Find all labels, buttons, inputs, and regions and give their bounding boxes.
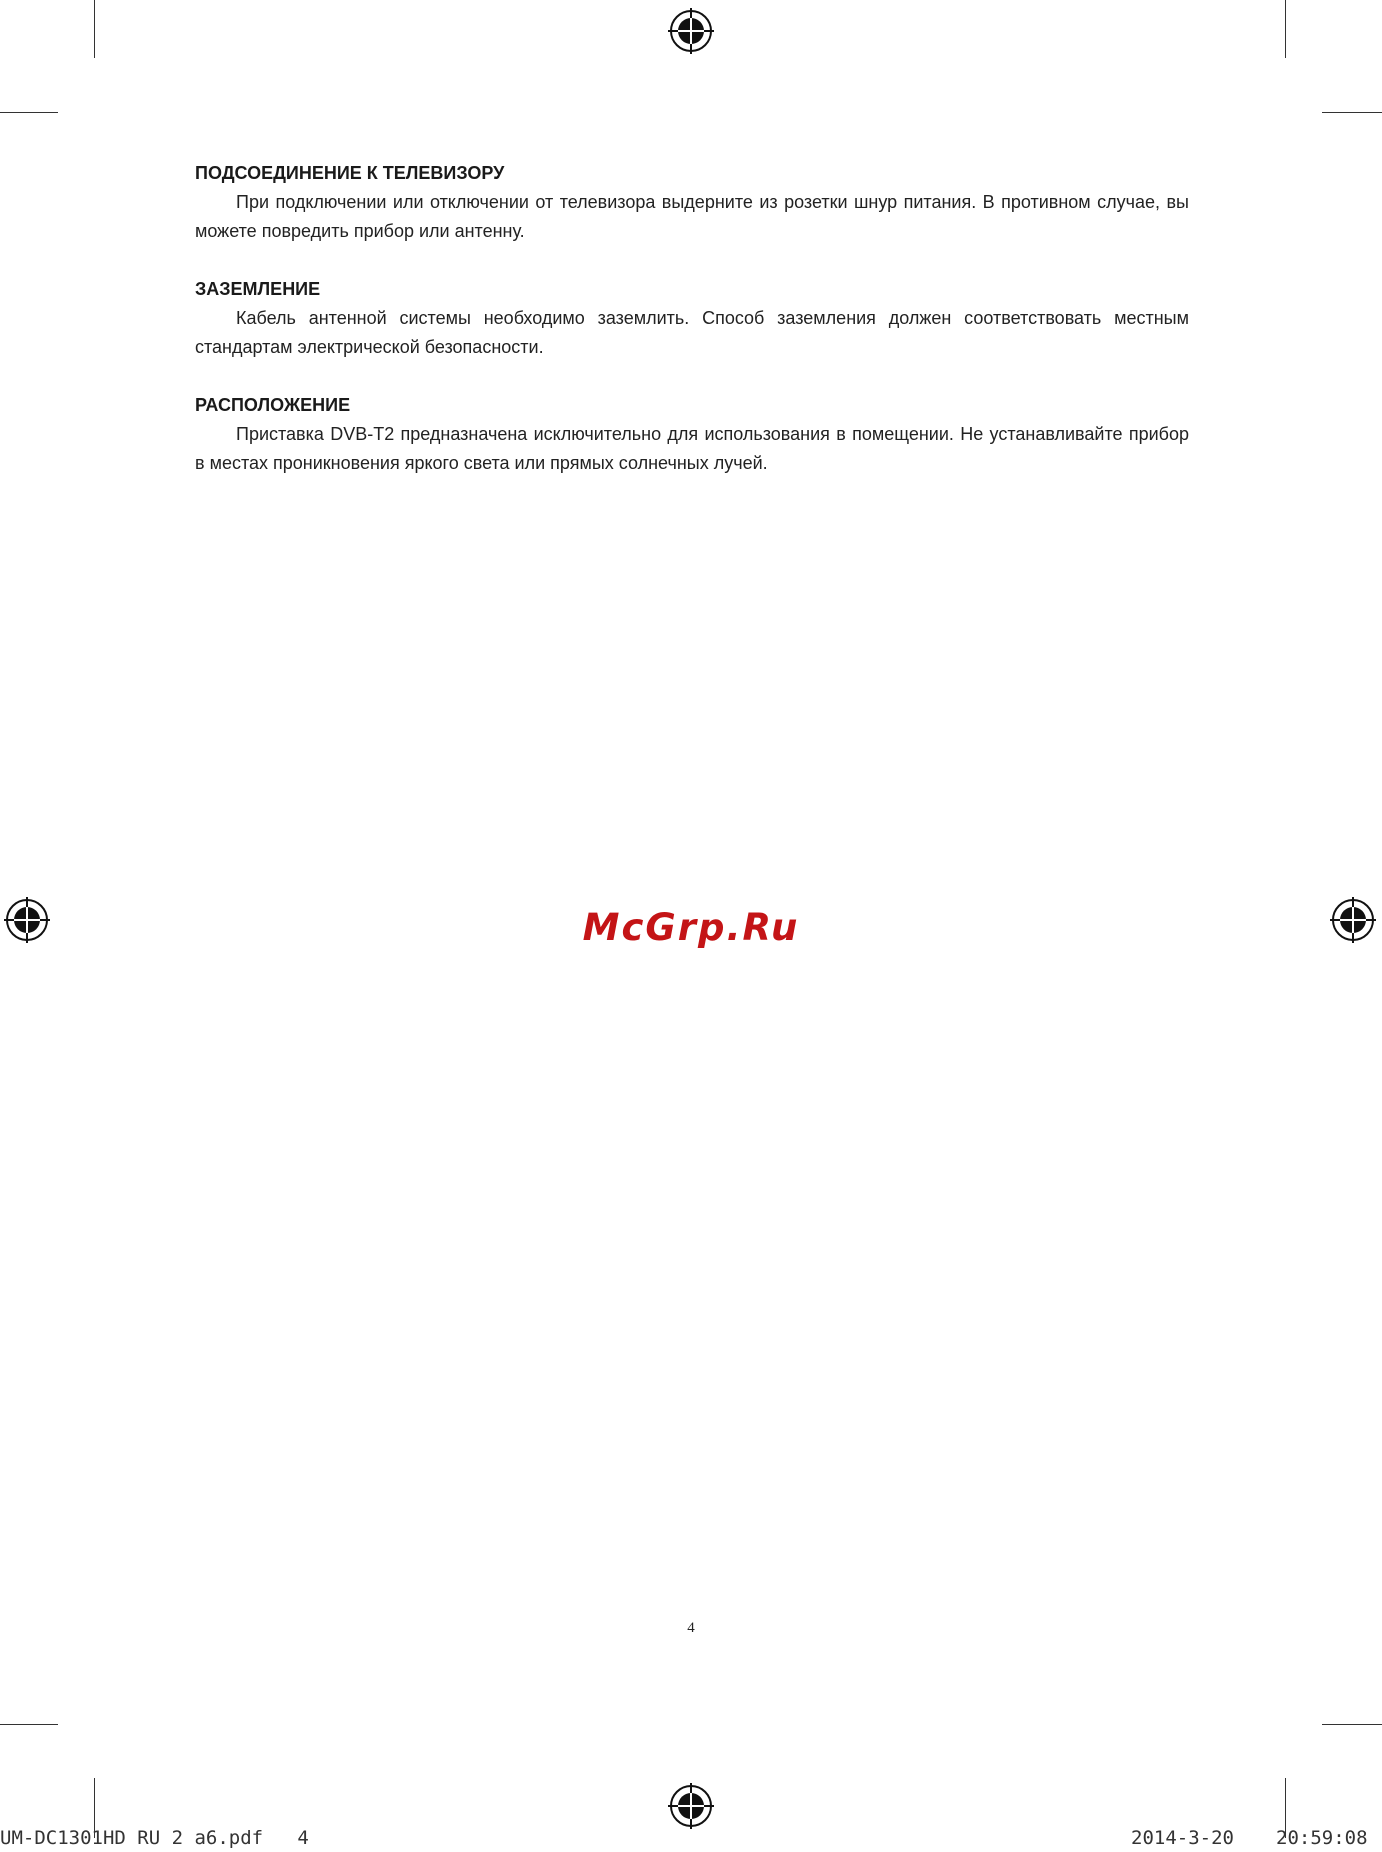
section-paragraph: Приставка DVB-T2 предназначена исключительно для использования в помещении. Не устанавливайте прибор в местах проникновения яркого света или прямых солнечных лучей.	[195, 424, 1189, 473]
section-paragraph: Кабель антенной системы необходимо заземлить. Способ заземления должен соответствовать местным стандартам электрической безопасности.	[195, 308, 1189, 357]
section-tv-connection	[195, 158, 1189, 246]
page-number: 4	[687, 1620, 695, 1636]
registration-mark-icon	[668, 1783, 714, 1829]
section-grounding	[195, 274, 1189, 362]
section-heading: ЗАЗЕМЛЕНИЕ	[195, 279, 321, 299]
footer-time: 20:59:08	[1276, 1827, 1368, 1849]
crop-mark-top-right	[1285, 0, 1286, 58]
footer-file-slug: UM-DC1301HD RU 2 a6.pdf 4	[0, 1827, 309, 1849]
document-body	[195, 158, 1189, 506]
section-heading: РАСПОЛОЖЕНИЕ	[195, 395, 351, 415]
section-paragraph: При подключении или отключении от телевизора выдерните из розетки шнур питания. В противном случае, вы можете повредить прибор или антенну.	[195, 192, 1189, 241]
crop-mark-top-left	[94, 0, 95, 58]
footer-date: 2014-3-20	[1131, 1827, 1234, 1849]
crop-mark-right-top	[1322, 112, 1382, 113]
watermark: McGrp.Ru	[582, 906, 800, 949]
registration-mark-icon	[668, 8, 714, 54]
crop-mark-left-bottom	[0, 1724, 58, 1725]
crop-mark-left-top	[0, 112, 58, 113]
crop-mark-right-bottom	[1322, 1724, 1382, 1725]
section-heading: ПОДСОЕДИНЕНИЕ К ТЕЛЕВИЗОРУ	[195, 163, 505, 183]
section-placement	[195, 390, 1189, 478]
